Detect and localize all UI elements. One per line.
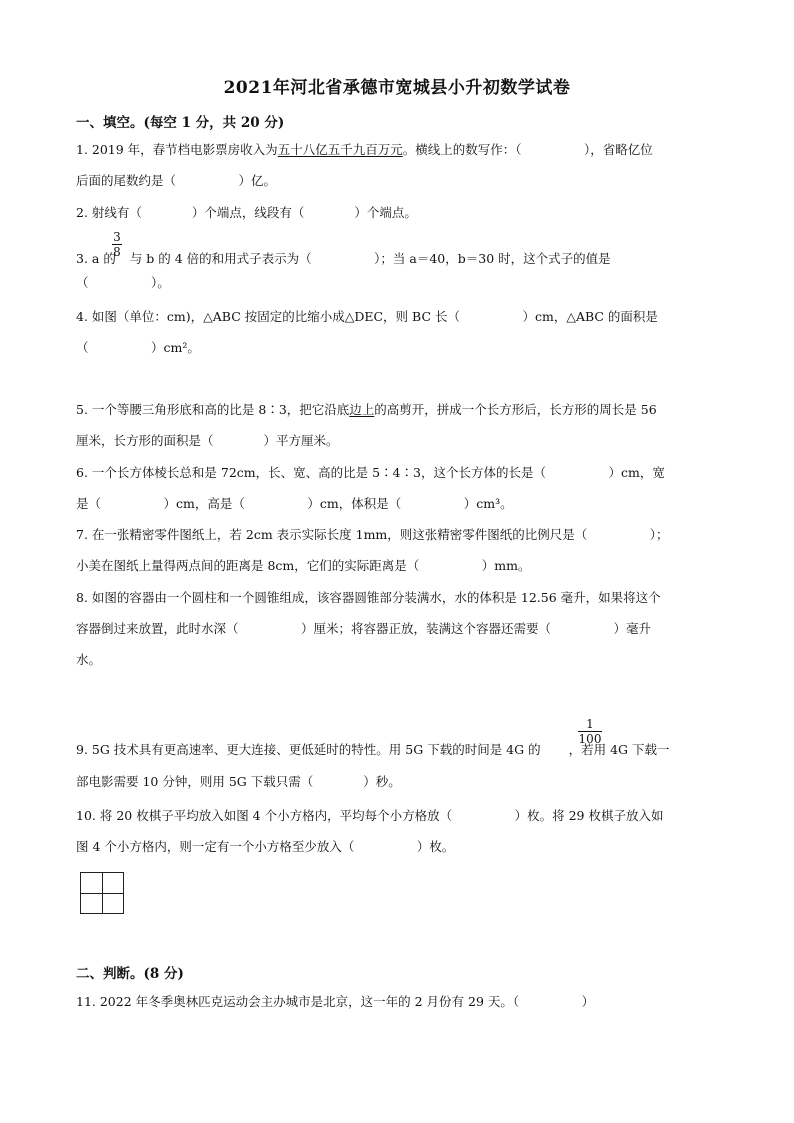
fraction-numerator: 3	[113, 230, 121, 244]
page-title: 2021年河北省承德市宽城县小升初数学试卷	[223, 78, 571, 98]
question-6-line-2: 是（ ）cm，高是（ ）cm，体积是（ ）cm³。	[76, 496, 513, 511]
question-9-post: ，若用 4G 下载一	[568, 742, 670, 757]
question-3-pre: 3. a 的	[76, 251, 116, 266]
question-7-line-1: 7. 在一张精密零件图纸上，若 2cm 表示实际长度 1mm，则这张精密零件图纸的比例尺是（ ）；	[76, 527, 669, 542]
question-1-line-2: 后面的尾数约是（ ）亿。	[76, 173, 277, 188]
question-5-line-2: 厘米，长方形的面积是（ ）平方厘米。	[76, 433, 339, 448]
question-6-line-1: 6. 一个长方体棱长总和是 72cm，长、宽、高的比是 5∶4∶3，这个长方体的长是（ ）cm，宽	[76, 465, 665, 480]
question-1-underlined: 五十八亿五千九百万元	[277, 142, 403, 157]
question-8-line-1: 8. 如图的容器由一个圆柱和一个圆锥组成，该容器圆锥部分装满水，水的体积是 12.56 毫升，如果将这个	[76, 590, 661, 605]
question-3-post: 与 b 的 4 倍的和用式子表示为（ ）；当 a＝40，b＝30 时，这个式子的值是	[129, 251, 611, 266]
fraction-denominator: 100	[578, 732, 602, 746]
question-5-underlined: 边上	[349, 402, 375, 417]
question-9-line-2: 部电影需要 10 分钟，则用 5G 下载只需（ ）秒。	[76, 774, 401, 789]
fraction-numerator: 1	[586, 717, 594, 731]
question-5-line-1	[76, 402, 657, 418]
question-10-line-1: 10. 将 20 枚棋子平均放入如图 4 个小方格内，平均每个小方格放（ ）枚。将 29 枚棋子放入如	[76, 808, 664, 823]
question-1-post: 。横线上的数写作：（ ），省略亿位	[402, 142, 653, 157]
question-11: 11. 2022 年冬季奥林匹克运动会主办城市是北京，这一年的 2 月份有 29 天。（ ）	[76, 994, 595, 1009]
question-1-line-1	[76, 142, 653, 158]
fraction-denominator: 8	[113, 245, 121, 259]
question-3-line-1	[76, 251, 611, 267]
grid-horizontal-divider	[81, 893, 123, 894]
question-5-post: 的高剪开，拼成一个长方形后，长方形的周长是 56	[374, 402, 657, 417]
question-9-line-1	[76, 742, 669, 758]
four-square-grid-figure	[80, 872, 124, 914]
section-heading-fill-blank: 一、填空。(每空 1 分，共 20 分)	[76, 115, 285, 131]
question-10-line-2: 图 4 个小方格内，则一定有一个小方格至少放入（ ）枚。	[76, 839, 455, 854]
question-7-line-2: 小美在图纸上量得两点间的距离是 8cm，它们的实际距离是（ ）mm。	[76, 558, 531, 573]
question-3-line-2: （ ）。	[76, 275, 170, 290]
fraction-three-eighths	[112, 230, 122, 259]
question-5-pre: 5. 一个等腰三角形底和高的比是 8∶3，把它沿底	[76, 402, 350, 417]
question-4-line-1: 4. 如图（单位：cm)，△ABC 按固定的比缩小成△DEC，则 BC 长（ ）cm，△ABC 的面积是	[76, 309, 658, 324]
question-8-line-3: 水。	[76, 652, 102, 667]
question-2: 2. 射线有（ ）个端点，线段有（ ）个端点。	[76, 205, 417, 220]
question-9-pre: 9. 5G 技术具有更高速率、更大连接、更低延时的特性。用 5G 下载的时间是 4G 的	[76, 742, 541, 757]
question-4-line-2: （ ）cm²。	[76, 340, 200, 355]
question-8-line-2: 容器倒过来放置，此时水深（ ）厘米；将容器正放，装满这个容器还需要（ ）毫升	[76, 621, 652, 636]
question-1-pre: 1. 2019 年，春节档电影票房收入为	[76, 142, 278, 157]
section-heading-judgement: 二、判断。(8 分)	[76, 966, 184, 982]
